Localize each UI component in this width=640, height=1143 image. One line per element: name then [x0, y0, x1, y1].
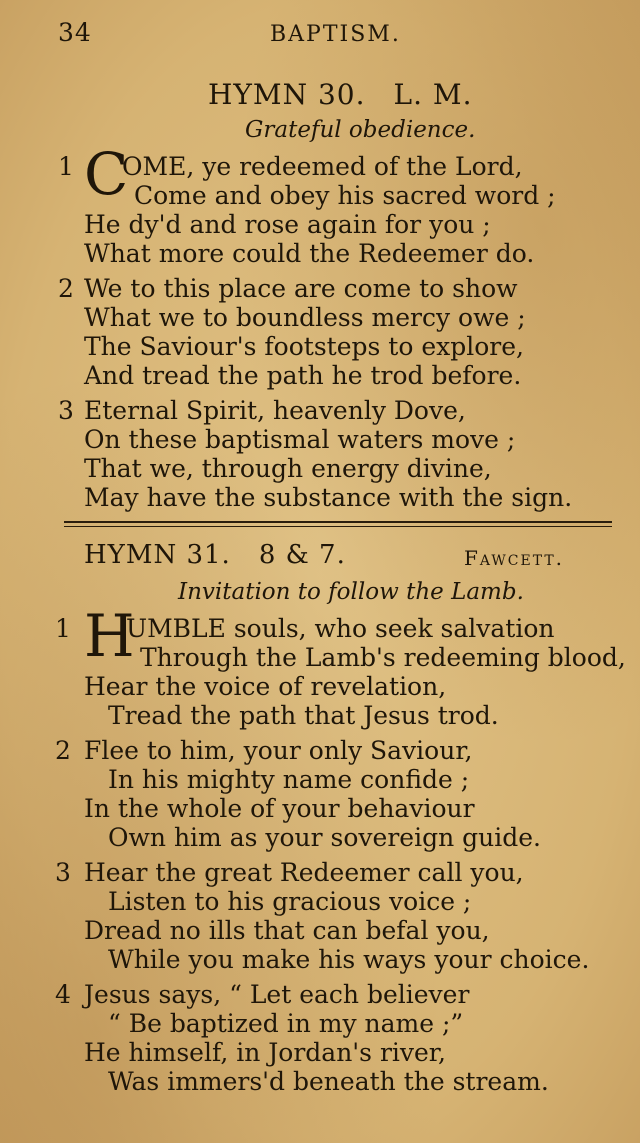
hymn-30-meter: L. M.	[393, 78, 473, 111]
verse-line: Listen to his gracious voice ;	[108, 887, 472, 916]
verse-line: In his mighty name confide ;	[108, 765, 470, 794]
verse-line: He himself, in Jordan's river,	[84, 1038, 446, 1067]
hymn-30-number: HYMN 30.	[208, 78, 366, 111]
running-head: BAPTISM.	[270, 22, 401, 47]
verse-line: May have the substance with the sign.	[84, 483, 573, 512]
hymn-31-title	[84, 540, 346, 570]
verse-number: 3	[55, 858, 71, 887]
hymn-30-title	[208, 78, 472, 111]
verse-number: 2	[55, 736, 71, 765]
drop-cap: H	[84, 602, 135, 670]
verse-line: Flee to him, your only Saviour,	[84, 736, 473, 765]
verse-line: Through the Lamb's redeeming blood,	[140, 643, 626, 672]
verse-number: 2	[58, 274, 74, 303]
verse-line: UMBLE souls, who seek salvation	[126, 614, 555, 643]
verse-line: While you make his ways your choice.	[108, 945, 590, 974]
verse-line: What more could the Redeemer do.	[84, 239, 535, 268]
verse-number: 3	[58, 396, 74, 425]
hymn-31-meter: 8 & 7.	[258, 540, 346, 570]
verse-line: Tread the path that Jesus trod.	[108, 701, 499, 730]
verse-line: Dread no ills that can befal you,	[84, 916, 490, 945]
verse-line: Was immers'd beneath the stream.	[108, 1067, 549, 1096]
verse-line: OME, ye redeemed of the Lord,	[122, 152, 523, 181]
hymn-30-subtitle: Grateful obedience.	[245, 117, 476, 143]
verse-line: On these baptismal waters move ;	[84, 425, 516, 454]
verse-number: 1	[55, 614, 71, 643]
verse-line: Come and obey his sacred word ;	[134, 181, 556, 210]
verse-line: Hear the great Redeemer call you,	[84, 858, 524, 887]
verse-line: That we, through energy divine,	[84, 454, 492, 483]
hymn-31-number: HYMN 31.	[84, 540, 231, 570]
section-rule	[64, 521, 612, 523]
hymn-31-subtitle: Invitation to follow the Lamb.	[178, 579, 524, 605]
verse-number: 4	[55, 980, 71, 1009]
verse-line: And tread the path he trod before.	[84, 361, 522, 390]
verse-line: Own him as your sovereign guide.	[108, 823, 541, 852]
drop-cap: C	[84, 140, 129, 208]
section-rule	[64, 526, 612, 527]
page-number: 34	[58, 18, 92, 47]
verse-number: 1	[58, 152, 74, 181]
verse-line: He dy'd and rose again for you ;	[84, 210, 491, 239]
verse-line: What we to boundless mercy owe ;	[84, 303, 526, 332]
verse-line: “ Be baptized in my name ;”	[108, 1009, 464, 1038]
verse-line: The Saviour's footsteps to explore,	[84, 332, 524, 361]
verse-line: Jesus says, “ Let each believer	[84, 980, 470, 1009]
verse-line: In the whole of your behaviour	[84, 794, 475, 823]
verse-line: We to this place are come to show	[84, 274, 518, 303]
verse-line: Hear the voice of revelation,	[84, 672, 447, 701]
hymn-31-author: Fawcett.	[464, 546, 565, 570]
verse-line: Eternal Spirit, heavenly Dove,	[84, 396, 466, 425]
